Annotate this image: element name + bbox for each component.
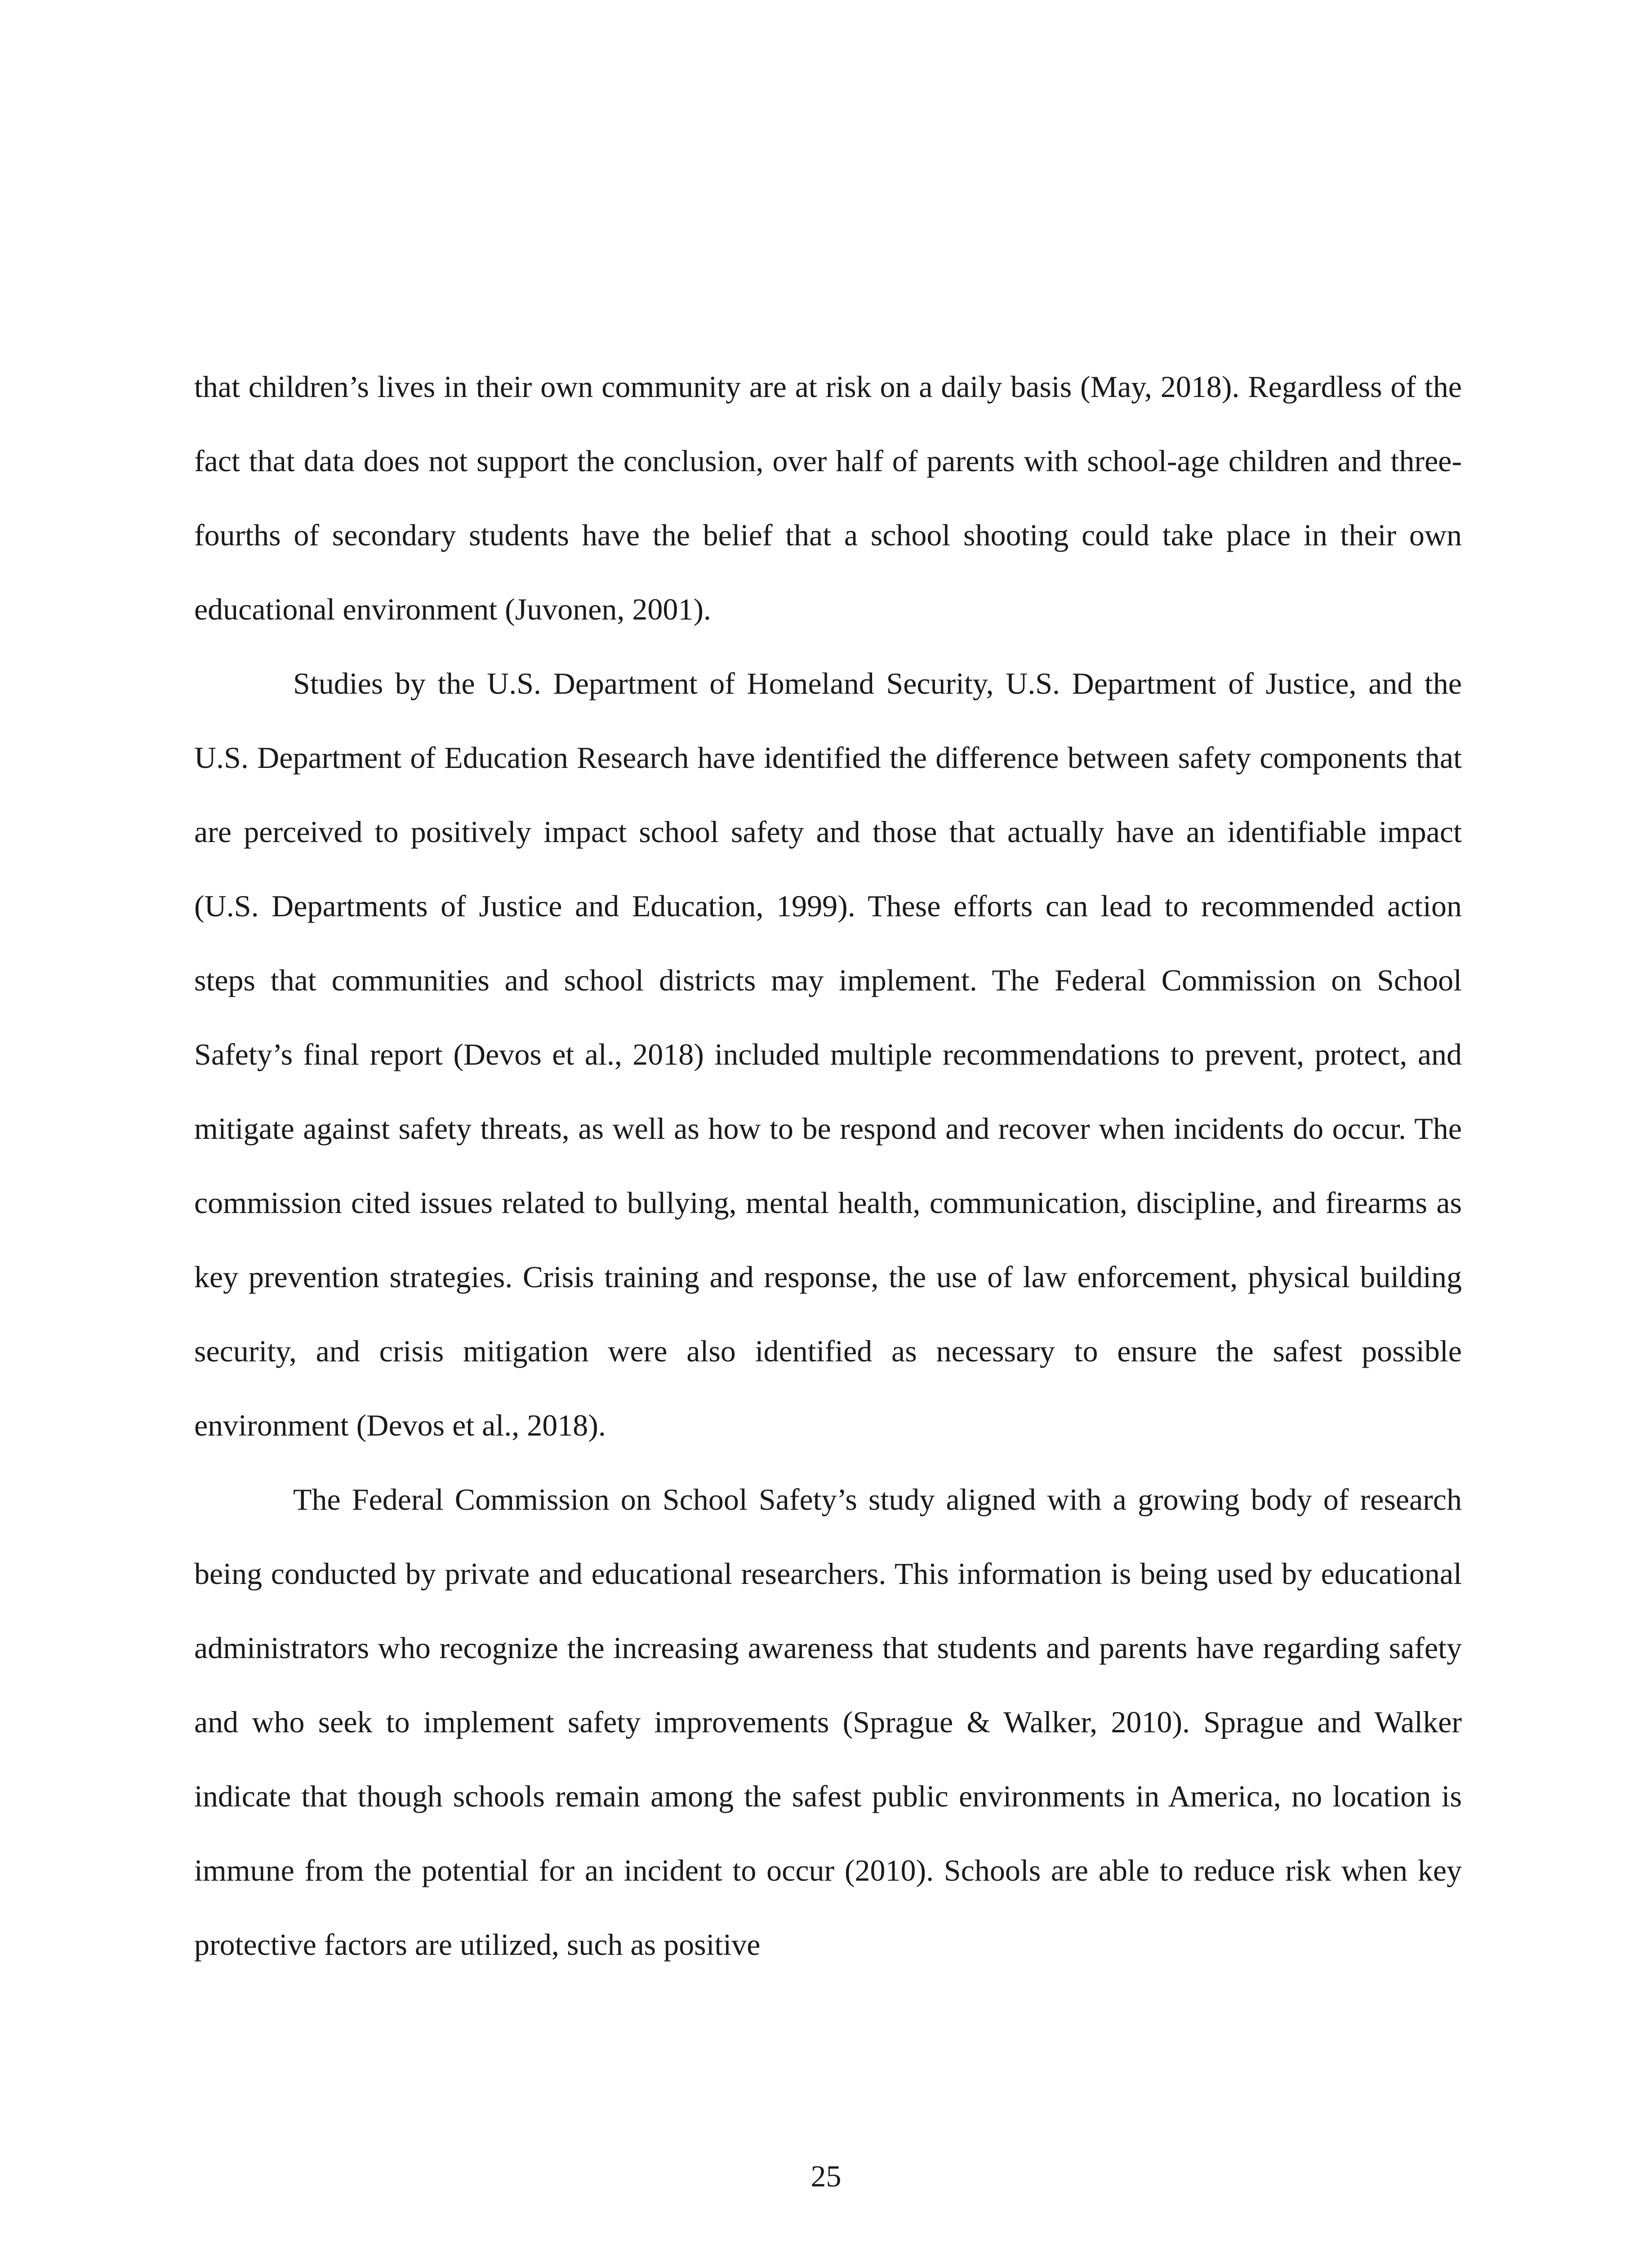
body-text	[194, 350, 1462, 1982]
page-number: 25	[810, 2159, 842, 2193]
paragraph-commission-study: The Federal Commission on School Safety’s study aligned with a growing body of research being conducted by private and educational researchers. This information is being used by educational administrators who recognize the increasing awareness that students and parents have regarding safety and who seek to implement safety improvements (Sprague & Walker, 2010). Sprague and Walker indicate that though schools remain among the safest public environments in America, no location is immune from the potential for an incident to occur (2010). Schools are able to reduce risk when key protective factors are utilized, such as positive	[194, 1482, 1462, 1962]
paragraph-federal-studies: Studies by the U.S. Department of Homeland Security, U.S. Department of Justice, and the U.S. Department of Education Research have identified the difference between safety components that are perceived to positively impact school safety and those that actually have an identifiable impact (U.S. Departments of Justice and Education, 1999). These efforts can lead to recommended action steps that communities and school districts may implement. The Federal Commission on School Safety’s final report (Devos et al., 2018) included multiple recommendations to prevent, protect, and mitigate against safety threats, as well as how to be respond and recover when incidents do occur. The commission cited issues related to bullying, mental health, communication, discipline, and firearms as key prevention strategies. Crisis training and response, the use of law enforcement, physical building security, and crisis mitigation were also identified as necessary to ensure the safest possible environment (Devos et al., 2018).	[194, 666, 1462, 1442]
paragraph-continuation: that children’s lives in their own community are at risk on a daily basis (May, 2018). Regardless of the fact that data does not support the conclusion, over half of parents with school-age children and three-fourths of secondary students have the belief that a school shooting could take place in their own educational environment (Juvonen, 2001).	[194, 370, 1462, 626]
